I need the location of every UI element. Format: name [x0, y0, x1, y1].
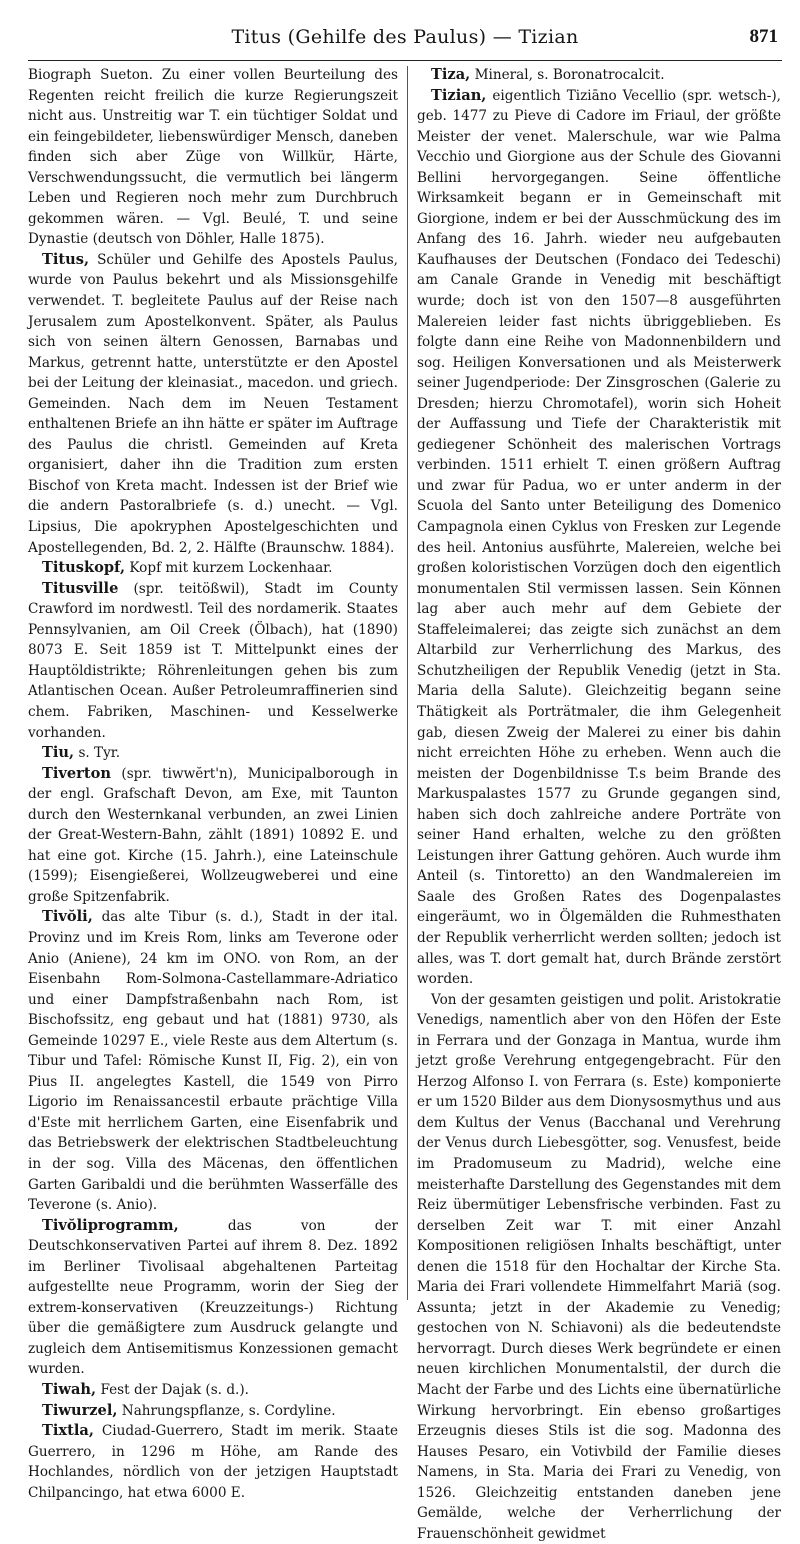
- entry-text: Schüler und Gehilfe des Apostels Paulus, wurde von Paulus bekehrt und als Missionsgehilfe verwendet. T. begleitete Paulus auf der Reise nach Jerusalem zum Apostelkonvent. Später, als Paulus sich von seinen ältern Genossen, Barnabas und Markus, getrennt hatte, unterstützte er den Apostel bei der Leitung der kleinasiat., macedon. und griech. Gemeinden. Nach dem im Neuen Testament enthaltenen Briefe an ihn hätte er später im Auftrage des Paulus die christl. Gemeinden auf Kreta organisiert, daher ihn die Tradition zum ersten Bischof von Kreta macht. Indessen ist der Brief wie die andern Pastoralbriefe (s. d.) unecht. — Vgl. Lipsius, Die apokryphen Apostelgeschichten und Apostellegenden, Bd. 2, 2. Hälfte (Braunschw. 1884).: [28, 251, 398, 556]
- entry-tiverton: [28, 764, 398, 908]
- page-number: 871: [749, 26, 778, 47]
- entry-headword: Tivŏliprogramm,: [42, 1216, 179, 1234]
- entry-text: (spr. teitößwil), Stadt im County Crawford im nordwestl. Teil des nordamerik. Staates Pennsylvanien, am Oil Creek (Ölbach), hat (1890) 8073 E. Seit 1859 ist T. Mittelpunkt eines der Hauptöldistrikte; Röhrenleitungen gehen bis zum Atlantischen Ocean. Außer Petroleumraffinerien sind chem. Fabriken, Maschinen- und Kesselwerke vorhanden.: [28, 580, 398, 741]
- entry-text: eigentlich Tiziāno Vecellio (spr. wetsch-), geb. 1477 zu Pieve di Cadore im Friaul, der größte Meister der venet. Malerschule, war wie Palma Vecchio und Giorgione aus der Schule des Giovanni Bellini hervorgegangen. Seine öffentliche Wirksamkeit begann er in Gemeinschaft mit Giorgione, indem er bei der Ausschmückung des im Anfang des 16. Jahrh. wieder neu aufgebauten Kaufhauses der Deutschen (Fondaco dei Tedeschi) am Canale Grande in Venedig mit beschäftigt wurde; doch ist von den 1507—8 ausgeführten Malereien leider fast nichts übriggeblieben. Es folgte dann eine Reihe von Madonnenbildern und sog. Heiligen Konversationen und als Meisterwerk seiner Jugendperiode: Der Zinsgroschen (Galerie zu Dresden; hierzu Chromotafel), worin sich Hoheit der Auffassung und Tiefe der Charakteristik mit gediegener Schönheit des malerischen Vortrags verbinden. 1511 erhielt T. einen größern Auftrag und zwar für Padua, wo er unter anderm in der Scuola del Santo unter Beteiligung des Domenico Campagnola einen Cyklus von Fresken zur Legende des heil. Antonius ausführte, Malereien, welche bei großen koloristischen Vorzügen doch den eigentlich monumentalen Stil vermissen lassen. Sein Können lag aber auch mehr auf dem Gebiete der Staffeleimalerei; das zeigte sich zunächst an dem Altarbild zur Verherrlichung des Markus, des Schutzheiligen der Republik Venedig (jetzt in Sta. Maria della Salute). Gleichzeitig begann seine Thätigkeit als Porträtmaler, die ihm Gelegenheit gab, diesen Zweig der Malerei zu einer bis dahin nicht erreichten Höhe zu erheben. Wenn auch die meisten der Dogenbildnisse T.s beim Brande des Markuspalastes 1577 zu Grunde gegangen sind, haben sich doch zahlreiche andere Porträte von seiner Hand erhalten, welche zu den größten Leistungen ihrer Gattung gehören. Auch wurde ihm Anteil (s. Tintoretto) an den Wandmalereien im Saale des Großen Rates des Dogenpalastes eingeräumt, wo in Ölgemälden die Ruhmesthaten der Republik verherrlicht werden sollten; jedoch ist alles, was T. dort gemalt hat, durch Brände zerstört worden.: [417, 87, 782, 988]
- entry-tiza: [417, 65, 781, 86]
- entry-continuation: [28, 65, 398, 250]
- entry-text: Mineral, s. Boronatrocalcit.: [474, 67, 665, 83]
- entry-headword: Tiverton: [42, 764, 111, 782]
- entry-tiu: [28, 743, 398, 764]
- entry-headword: Titusville: [42, 579, 119, 597]
- entry-text: s. Tyr.: [78, 745, 121, 762]
- page-header-title: Titus (Gehilfe des Paulus) — Tizian: [231, 26, 579, 48]
- entry-headword: Tiza,: [431, 66, 471, 83]
- entry-tiwurzel: [28, 1401, 398, 1422]
- right-column: [417, 65, 782, 1542]
- entry-tizian-paragraph: [417, 990, 781, 1544]
- entry-headword: Titus,: [42, 250, 90, 268]
- entry-text: Biograph Sueton. Zu einer vollen Beurteilung des Regenten reicht freilich die kurze Regierungszeit nicht aus. Unstreitig war T. ein tüchtiger Soldat und ein feingebildeter, liebenswürdiger Mensch, daneben finden sich aber Züge von Willkür, Härte, Verschwendungssucht, die vermutlich bei längerm Leben und Regieren noch mehr zum Durchbruch gekommen wären. — Vgl. Beulé, T. und seine Dynastie (deutsch von Döhler, Halle 1875).: [28, 67, 398, 248]
- entry-titusville: [28, 579, 398, 743]
- entry-tiwah: [28, 1380, 398, 1401]
- column-divider: [407, 66, 408, 1300]
- entry-text: das von der Deutschkonservativen Partei auf ihrem 8. Dez. 1892 im Berliner Tivolisaal abgehaltenen Parteitag aufgestellte neue Programm, worin der Sieg der extrem-konservativen (Kreuzzeitungs-) Richtung über die gemäßigtere zum Ausdruck gelangte und zugleich dem Antisemitismus Konzessionen gemacht wurden.: [28, 1217, 398, 1378]
- entry-tituskopf: [28, 558, 398, 579]
- entry-text: Nahrungspflanze, s. Cordyline.: [121, 1402, 336, 1419]
- entry-text: Von der gesamten geistigen und polit. Aristokratie Venedigs, namentlich aber von den Höfen der Este in Ferrara und der Gonzaga in Mantua, wurde ihm jetzt große Verehrung entgegengebracht. Für den Herzog Alfonso I. von Ferrara (s. Este) komponierte er um 1520 Bilder aus dem Dionysosmythus und aus dem Kultus der Venus (Bacchanal und Verehrung der Venus durch Liebesgötter, sog. Venusfest, beide im Pradomuseum zu Madrid), welche eine meisterhafte Darstellung des Gegenstandes mit dem Reiz übermütiger Lebensfrische verbinden. Fast zu derselben Zeit war T. mit einer Anzahl Kompositionen religiösen Inhalts beschäftigt, unter denen die 1518 für den Hochaltar der Kirche Sta. Maria dei Frari vollendete Himmelfahrt Mariä (sog. Assunta; jetzt in der Akademie zu Venedig; gestochen von N. Schiavoni) als die bedeutendste hervorragt. Durch dieses Werk begründete er einen neuen kirchlichen Monumentalstil, der durch die Macht der Farbe und des Lichts eine übernatürliche Wirkung hervorbringt. Ein ebenso großartiges Erzeugnis dieses Stils ist die sog. Madonna des Hauses Pesaro, ein Votivbild der Familie dieses Namens, in Sta. Maria dei Frari zu Venedig, von 1526. Gleichzeitig entstanden daneben jene Gemälde, welche der Verherrlichung der Frauenschönheit gewidmet: [417, 991, 781, 1542]
- entry-headword: Tiwurzel,: [42, 1401, 118, 1419]
- entry-headword: Tivŏli,: [42, 908, 93, 926]
- left-column: [28, 65, 399, 1501]
- entry-tizian: [417, 86, 781, 990]
- running-head: [28, 24, 782, 61]
- entry-text: Ciudad-Guerrero, Stadt im merik. Staate Guerrero, in 1296 m Höhe, am Rande des Hochlandes, nördlich von der jetzigen Hauptstadt Chilpancingo, hat etwa 6000 E.: [28, 1423, 398, 1501]
- entry-headword: Tixtla,: [42, 1422, 94, 1440]
- entry-headword: Tiwah,: [42, 1381, 97, 1398]
- entry-text: das alte Tibur (s. d.), Stadt in der ital. Provinz und im Kreis Rom, links am Teverone oder Anio (Aniene), 24 km im ONO. von Rom, an der Eisenbahn Rom-Solmona-Castellammare-Adriatico und einer Dampfstraßenbahn nach Rom, ist Bischofssitz, eng gebaut und hat (1881) 9730, als Gemeinde 10297 E., viele Reste aus dem Altertum (s. Tibur und Tafel: Römische Kunst II, Fig. 2), ein von Pius II. angelegtes Kastell, die 1549 von Pirro Ligorio im Renaissancestil erbaute prächtige Villa d'Este mit herrlichem Garten, eine Eisenfabrik und das Betriebswerk der elektrischen Stadtbeleuchtung in der sog. Villa des Mäcenas, den öffentlichen Garten Garibaldi und die berühmten Wasserfälle des Teverone (s. Anio).: [28, 909, 398, 1214]
- entry-tivoliprogramm: [28, 1216, 398, 1380]
- entry-headword: Tizian,: [431, 86, 487, 104]
- entry-text: Fest der Dajak (s. d.).: [100, 1382, 249, 1398]
- entry-headword: Tituskopf,: [42, 559, 126, 577]
- entry-text: Kopf mit kurzem Lockenhaar.: [129, 560, 333, 577]
- entry-tivoli: [28, 907, 398, 1215]
- entry-tixtla: [28, 1421, 398, 1503]
- entry-text: (spr. tiwwĕrt'n), Municipalborough in der engl. Grafschaft Devon, am Exe, mit Taunton durch den Westernkanal verbunden, an zwei Linien der Great-Western-Bahn, zählt (1891) 10892 E. und hat eine got. Kirche (15. Jahrh.), eine Lateinschule (1599); Eisengießerei, Wollzeugweberei und eine große Spitzenfabrik.: [28, 765, 399, 905]
- entry-titus: [28, 250, 398, 558]
- entry-headword: Tiu,: [42, 744, 75, 762]
